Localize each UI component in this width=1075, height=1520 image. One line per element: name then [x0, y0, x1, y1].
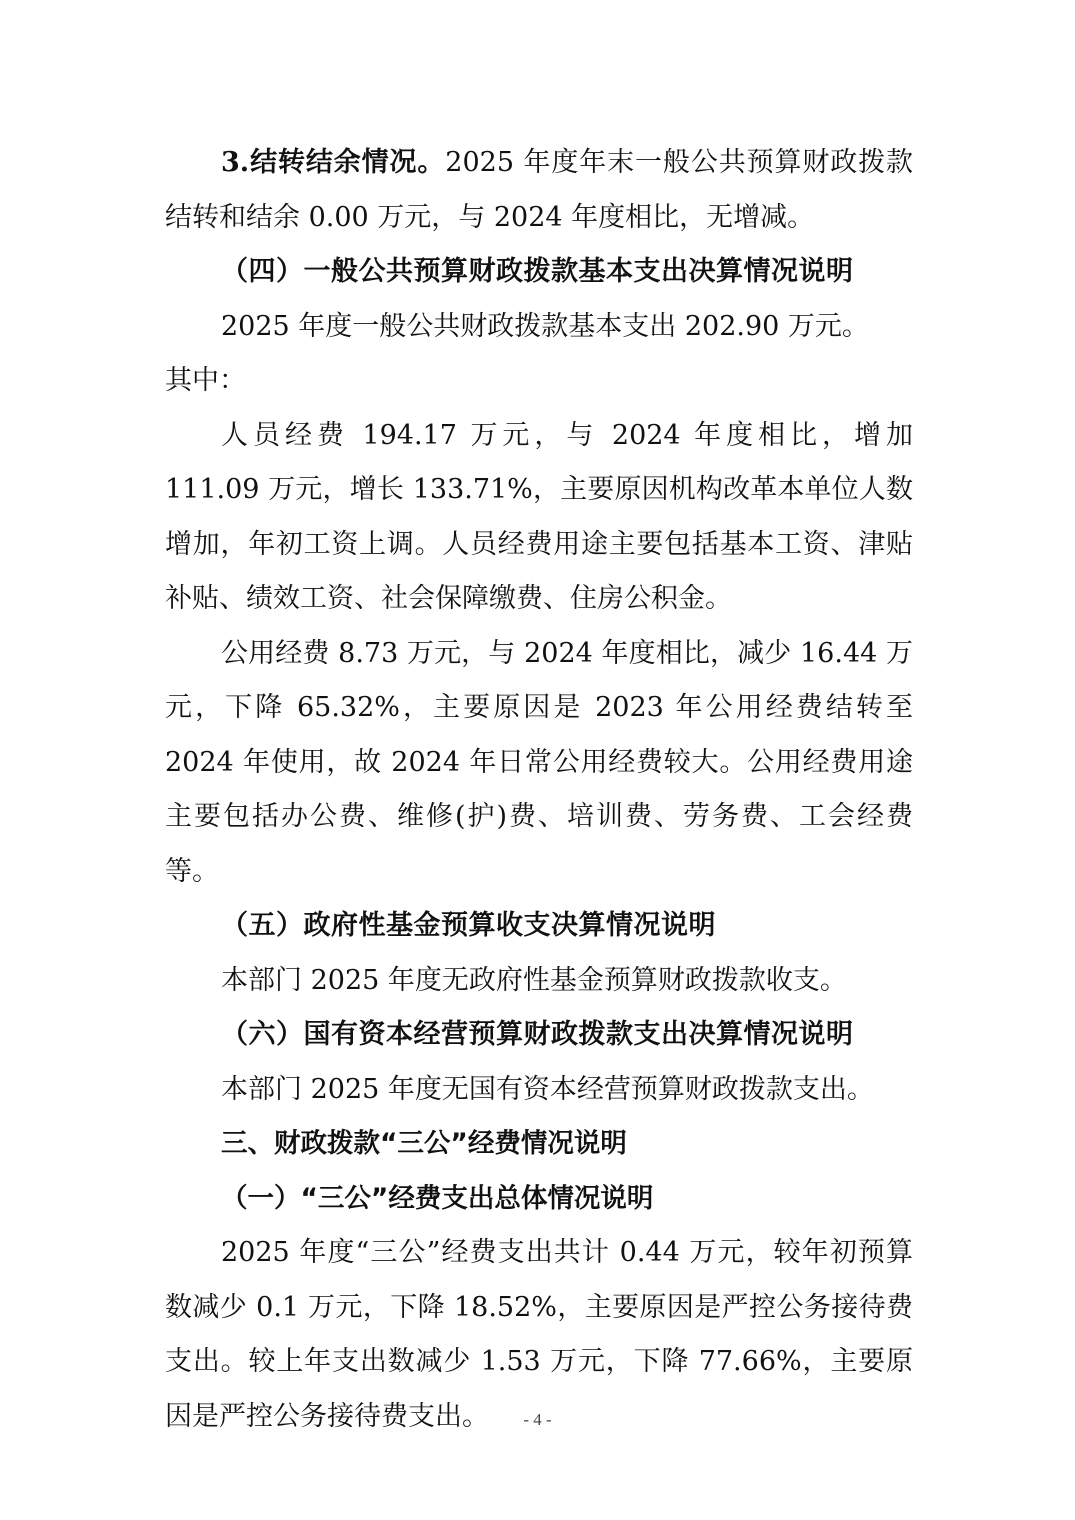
paragraph-among-them: 其中： — [165, 365, 246, 396]
paragraph-three-public-total: 2025 年度“三公”经费支出共计 0.44 万元，较年初预算数减少 0.1 万元，下降 18.52%，主要原因是严控公务接待费支出。较上年支出数减少 1.53 万元，下降 77.66%，主要原因是严控公务接待费支出。 — [165, 1237, 913, 1432]
paragraph-basic-expense: 2025 年度一般公共财政拨款基本支出 202.90 万元。 — [221, 310, 869, 342]
section-heading-5: （五）政府性基金预算收支决算情况说明 — [221, 910, 716, 941]
paragraph-government-fund: 本部门 2025 年度无政府性基金预算财政拨款收支。 — [221, 964, 847, 996]
section-heading-3-1: （一）“三公”经费支出总体情况说明 — [221, 1182, 654, 1214]
chapter-heading-3: 三、财政拨款“三公”经费情况说明 — [221, 1128, 627, 1159]
paragraph-public-expense: 公用经费 8.73 万元，与 2024 年度相比，减少 16.44 万元，下降 65.32%，主要原因是 2023 年公用经费结转至 2024 年使用，故 2024 年日常公用经费较大。公用经费用途主要包括办公费、维修(护)费、培训费、劳务费、工会经费等。 — [165, 637, 913, 887]
paragraph-carryover — [165, 136, 913, 245]
paragraph-text: 2025 年度年末一般公共预算财政拨款结转和结余 0.00 万元，与 2024 年度相比，无增减。 — [165, 147, 914, 233]
page-number: - 4 - — [523, 1410, 552, 1429]
paragraph-state-capital: 本部门 2025 年度无国有资本经营预算财政拨款支出。 — [221, 1073, 874, 1105]
section-heading-4: （四）一般公共预算财政拨款基本支出决算情况说明 — [221, 256, 854, 287]
document-body — [165, 136, 913, 1444]
paragraph-lead: 3.结转结余情况。 — [221, 147, 446, 178]
paragraph-personnel-expense: 人员经费 194.17 万元，与 2024 年度相比，增加 111.09 万元，增长 133.71%，主要原因机构改革本单位人数增加，年初工资上调。人员经费用途主要包括基本工资、津贴补贴、绩效工资、社会保障缴费、住房公积金。 — [165, 419, 913, 614]
section-heading-6: （六）国有资本经营预算财政拨款支出决算情况说明 — [221, 1019, 854, 1050]
